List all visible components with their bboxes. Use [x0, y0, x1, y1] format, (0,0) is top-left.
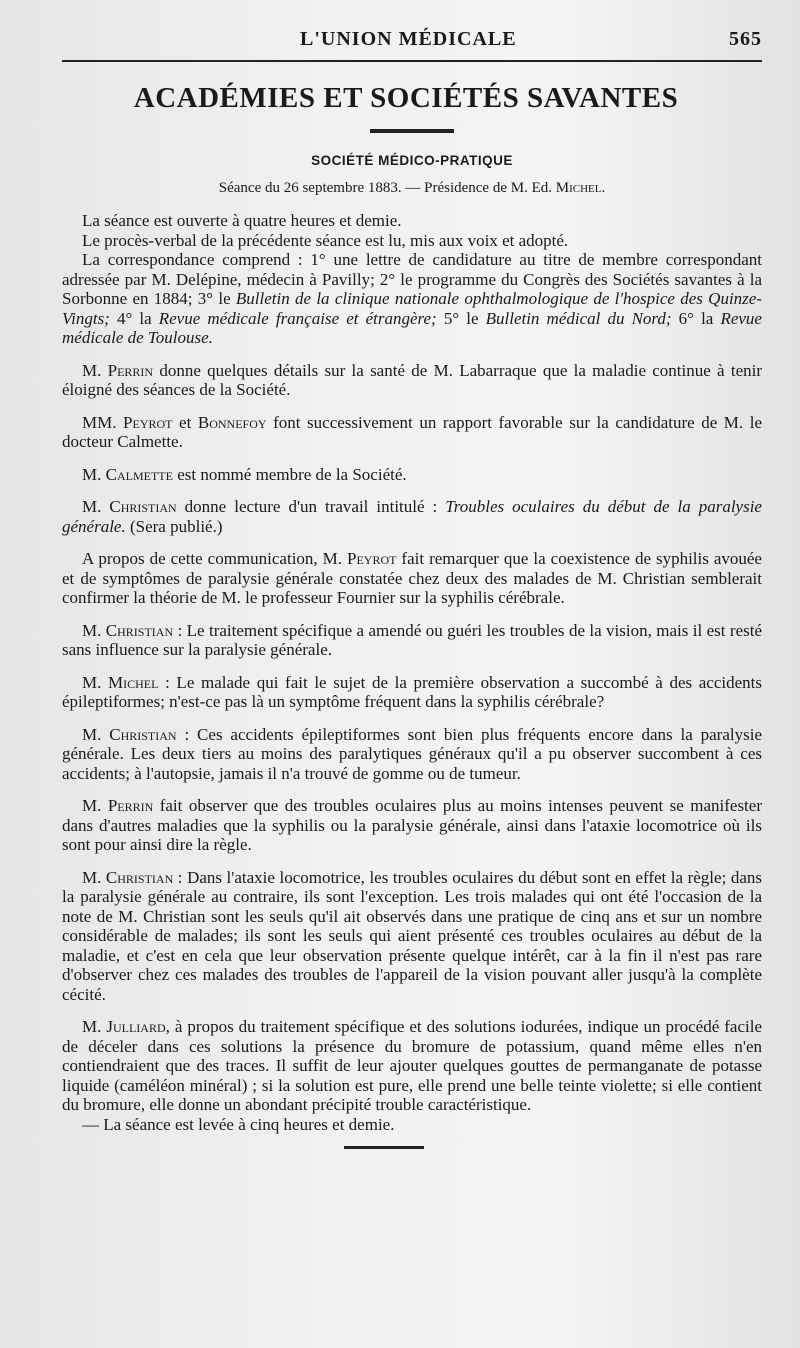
session-end: . — [601, 180, 606, 196]
speaker-name: Calmette — [105, 464, 173, 484]
paragraph-peyrot — [62, 549, 762, 608]
speaker-name: Christian — [109, 724, 177, 744]
session-text: Séance du 26 septembre 1883. — Présidence de M. Ed. — [218, 180, 556, 196]
text-run: donne quelques détails sur la santé de M. Labarraque que la maladie continue à tenir éloigné des séances de la Société. — [62, 360, 763, 399]
text-run: : Le malade qui fait le sujet de la première observation a succombé à des accidents épileptiformes; n'est-ce pas là un symptôme fréquent dans la syphilis cérébrale? — [62, 672, 762, 711]
text-run: donne lecture d'un travail intitulé : — [176, 497, 446, 516]
speaker-name: Bonnefoy — [197, 412, 267, 432]
paragraph-closing: — La séance est levée à cinq heures et demie. — [82, 1114, 395, 1134]
text-run: 5° le — [436, 308, 486, 328]
paragraph-christian-4 — [62, 868, 762, 1005]
publication-title: Revue médicale française et étrangère; — [158, 308, 437, 328]
speaker-name: Peyrot — [347, 549, 397, 568]
paragraph-christian-1 — [62, 497, 762, 536]
paragraph-christian-2 — [62, 621, 762, 660]
text-run: M. — [82, 867, 106, 887]
speaker-name: Peyrot — [123, 412, 173, 432]
text-run: (Sera publié.) — [125, 516, 223, 536]
text-run: 6° la — [671, 308, 721, 328]
journal-title: L'UNION MÉDICALE — [300, 28, 517, 50]
text-run: M. — [82, 724, 110, 744]
header-rule — [62, 60, 762, 62]
text-run: M. — [82, 497, 110, 516]
paragraph-perrin-2 — [62, 796, 762, 855]
title-rule — [370, 129, 454, 133]
text-run: , à propos du traitement spécifique et des solutions iodurées, indique un procédé facile de déceler dans ces solutions la présence du bromure de potassium, quand même elles n'en contiendraient que des traces. Il suffit de leur ajouter quelques gouttes de permanganate de potasse liquide (caméléon minéral) ; si la solution est pure, elle prend une belle teinte violette; si elle contient du bromure, elle donne un abondant précipité trouble caractéristique. — [62, 1017, 762, 1114]
end-rule — [344, 1146, 424, 1149]
paragraph-julliard — [62, 1017, 762, 1115]
paragraph-correspondence — [62, 250, 762, 348]
text-run: M. — [82, 796, 108, 815]
president-name: Michel — [555, 180, 602, 196]
speaker-name: Christian — [105, 620, 174, 640]
minutes-body — [62, 211, 762, 1134]
text-run: MM. — [82, 412, 124, 432]
text-run: 4° la — [109, 308, 159, 328]
paragraph-calmette — [62, 465, 762, 485]
publication-title: Revue médicale de Toulouse. — [62, 308, 762, 347]
speaker-name: Julliard — [106, 1017, 166, 1036]
text-run: et — [172, 412, 198, 432]
text-run: M. — [82, 464, 106, 484]
text-run: est nommé membre de la Société. — [172, 464, 407, 484]
text-run: M. — [82, 672, 108, 692]
speaker-name: Perrin — [107, 360, 154, 380]
section-title: ACADÉMIES ET SOCIÉTÉS SAVANTES — [133, 82, 679, 114]
speaker-name: Perrin — [107, 796, 154, 815]
paragraph-michel — [62, 673, 762, 712]
speaker-name: Christian — [109, 497, 177, 516]
paragraph-reports — [62, 413, 762, 452]
publication-title: Bulletin médical du Nord; — [485, 308, 672, 328]
session-line — [62, 180, 762, 197]
text-run: M. — [82, 360, 108, 380]
running-header — [62, 28, 762, 58]
text-run: fait remarquer que la coexistence de syphilis avouée et de symptômes de paralysie générale constatée chez deux des malades de M. Christian semblerait confirmer la théorie de M. le professeur Fournier sur la syphilis cérébrale. — [62, 549, 762, 607]
text-run: : Dans l'ataxie locomotrice, les troubles oculaires du début sont en effet la règle; dans la paralysie générale au contraire, ils sont l'exception. Les trois malades qui ont été l'occasion de la note de M. Christian sont les seuls qu'il ait observés dans une pratique de cinq ans et sur un nombre considérable de malades; ils sont les seuls qui aient présenté ces troubles oculaires au début de la maladie, et c'est en cela que leur observation présente quelque intérêt, car à la fin il n'est pas rare d'observer chez ces malades des troubles de l'appareil de la vision pouvant aller jusqu'à la complète cécité. — [62, 867, 763, 1004]
speaker-name: Michel — [108, 672, 159, 692]
work-title: Troubles oculaires du début de la paralysie générale. — [62, 497, 762, 536]
text-run: A propos de cette communication, M. — [82, 549, 347, 568]
text-run: font successivement un rapport favorable sur la candidature de M. le docteur Calmette. — [62, 412, 762, 451]
page-number: 565 — [729, 28, 762, 50]
text-run: fait observer que des troubles oculaires plus au moins intenses peuvent se manifester dans d'autres maladies que la syphilis ou la paralysie générale, ainsi dans l'ataxie locomotrice où ils sont pour ainsi dire la règle. — [62, 796, 762, 854]
paragraph-perrin-1 — [62, 361, 762, 400]
publication-title: Bulletin de la clinique nationale ophthalmologique de l'hospice des Quinze-Vingts; — [62, 289, 762, 328]
text-run: : Le traitement spécifique a amendé ou guéri les troubles de la vision, mais il est resté sans influence sur la paralysie générale. — [62, 620, 762, 659]
text-run: M. — [82, 1017, 107, 1036]
speaker-name: Christian — [105, 867, 174, 887]
paragraph-opening: La séance est ouverte à quatre heures et demie. — [82, 211, 402, 230]
text-run: La correspondance comprend : 1° une lettre de candidature au titre de membre correspondant adressée par M. Delépine, médecin à Pavilly; 2° le programme du Congrès des Sociétés savantes à la Sorbonne en 1884; 3° le — [62, 250, 762, 308]
society-name: SOCIÉTÉ MÉDICO-PRATIQUE — [311, 153, 513, 168]
paragraph-christian-3 — [62, 725, 762, 784]
paragraph-minutes: Le procès-verbal de la précédente séance est lu, mis aux voix et adopté. — [82, 230, 569, 250]
text-run: M. — [82, 620, 106, 640]
text-run: : Ces accidents épileptiformes sont bien plus fréquents encore dans la paralysie générale. Les deux tiers au moins des paralytiques généraux qu'il a pu observer succombent à ces accidents; à l'autopsie, jamais il n'a trouvé de gomme ou de tumeur. — [62, 724, 762, 783]
